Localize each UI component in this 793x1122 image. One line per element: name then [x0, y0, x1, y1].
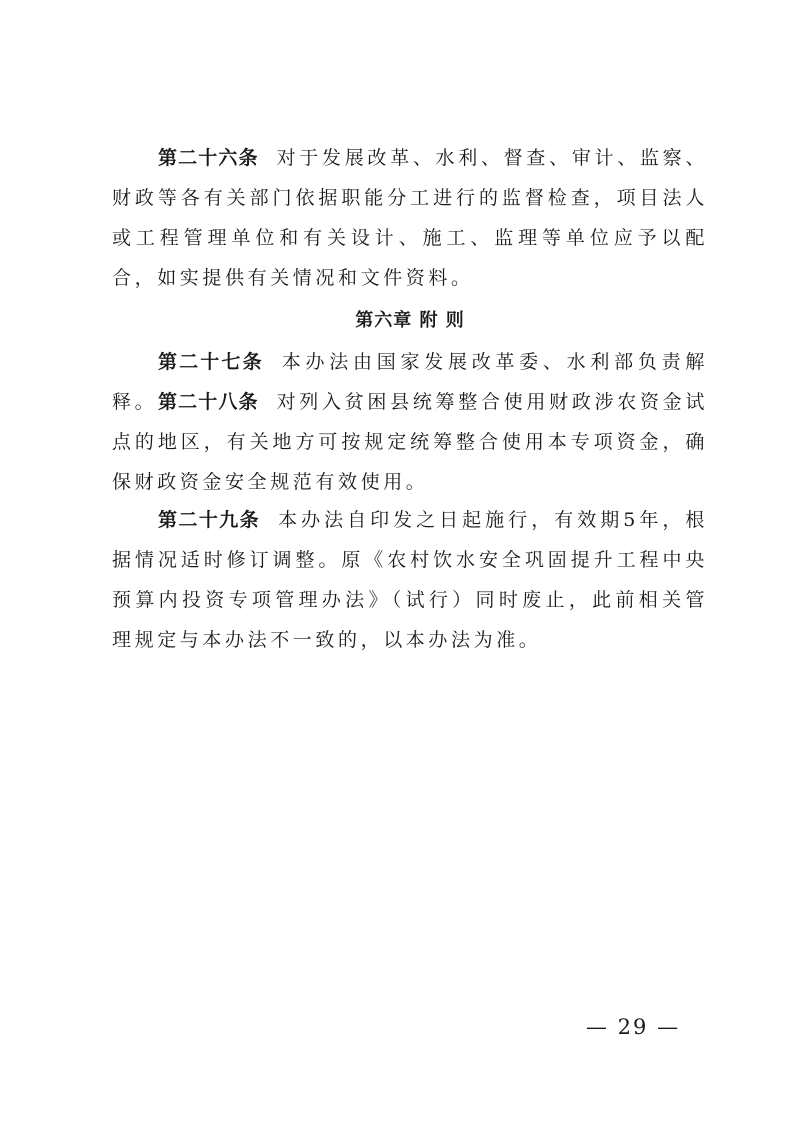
chapter-title: 第六章 附 则 — [355, 310, 465, 331]
article-28 — [112, 382, 708, 502]
article-26-text: 对于发展改革、水利、督查、审计、监察、财政等各有关部门依据职能分工进行的监督检查，项目法人或工程管理单位和有关设计、施工、监理等单位应予以配合，如实提供有关情况和文件资料。 — [112, 147, 708, 289]
article-27-label: 第二十七条 — [158, 351, 264, 373]
article-26 — [112, 138, 708, 298]
article-27-text: 本办法由国家发展改革委、水利部负责解释。 — [112, 351, 708, 413]
page-number: — 29 — — [586, 1015, 681, 1039]
article-block-26 — [112, 138, 708, 298]
chapter-6-block — [112, 301, 708, 341]
article-29-label: 第二十九条 — [158, 509, 261, 531]
article-28-label: 第二十八条 — [158, 391, 259, 413]
article-29 — [112, 500, 708, 660]
article-block-29 — [112, 500, 708, 660]
article-block-28 — [112, 382, 708, 502]
article-28-text: 对列入贫困县统筹整合使用财政涉农资金试点的地区，有关地方可按规定统筹整合使用本专项资金，确保财政资金安全规范有效使用。 — [112, 391, 708, 493]
article-26-label: 第二十六条 — [158, 147, 259, 169]
article-29-text: 本办法自印发之日起施行，有效期5年，根据情况适时修订调整。原《农村饮水安全巩固提升工程中央预算内投资专项管理办法》（试行）同时废止，此前相关管理规定与本办法不一致的，以本办法为准。 — [112, 509, 708, 651]
